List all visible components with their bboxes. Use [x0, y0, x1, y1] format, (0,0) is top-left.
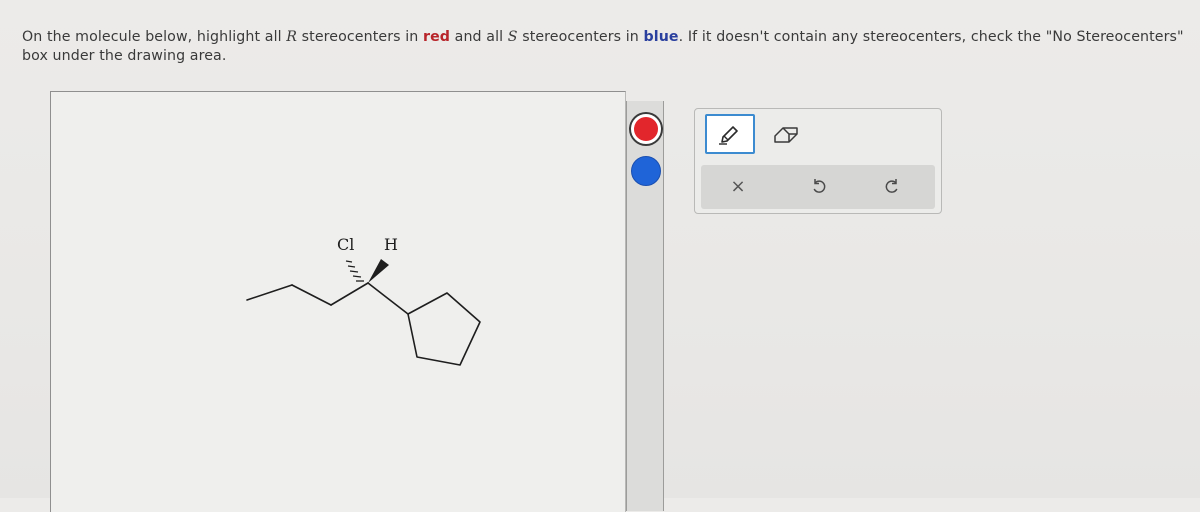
- pencil-icon: [715, 122, 745, 146]
- instructions-text-5: . If it doesn't contain any stereocenters, check the "No Stereocenters" box under the drawing area.: [22, 29, 1184, 64]
- blue-word: blue: [643, 29, 679, 45]
- red-word: red: [422, 29, 451, 45]
- r-variable: R: [286, 29, 298, 45]
- question-instructions: [22, 28, 1192, 66]
- blue-color-button[interactable]: [631, 156, 661, 186]
- clear-button[interactable]: [722, 172, 754, 200]
- redo-button[interactable]: [876, 172, 908, 200]
- redo-icon: [882, 176, 902, 196]
- chlorine-label: Cl: [337, 235, 355, 254]
- undo-button[interactable]: [803, 172, 835, 200]
- hydrogen-label: H: [384, 235, 398, 254]
- s-variable: S: [507, 29, 518, 45]
- pencil-tool-button[interactable]: [705, 114, 755, 154]
- instructions-text-3: and all: [450, 29, 508, 45]
- drawing-area[interactable]: [50, 91, 626, 512]
- red-color-button[interactable]: [631, 114, 661, 144]
- undo-icon: [809, 176, 829, 196]
- instructions-text-2: stereocenters in: [297, 29, 423, 45]
- eraser-tool-button[interactable]: [768, 118, 804, 150]
- eraser-icon: [770, 122, 802, 146]
- instructions-text-1: On the molecule below, highlight all: [22, 29, 287, 45]
- instructions-text-4: stereocenters in: [517, 29, 644, 45]
- clear-icon: ×: [730, 175, 746, 197]
